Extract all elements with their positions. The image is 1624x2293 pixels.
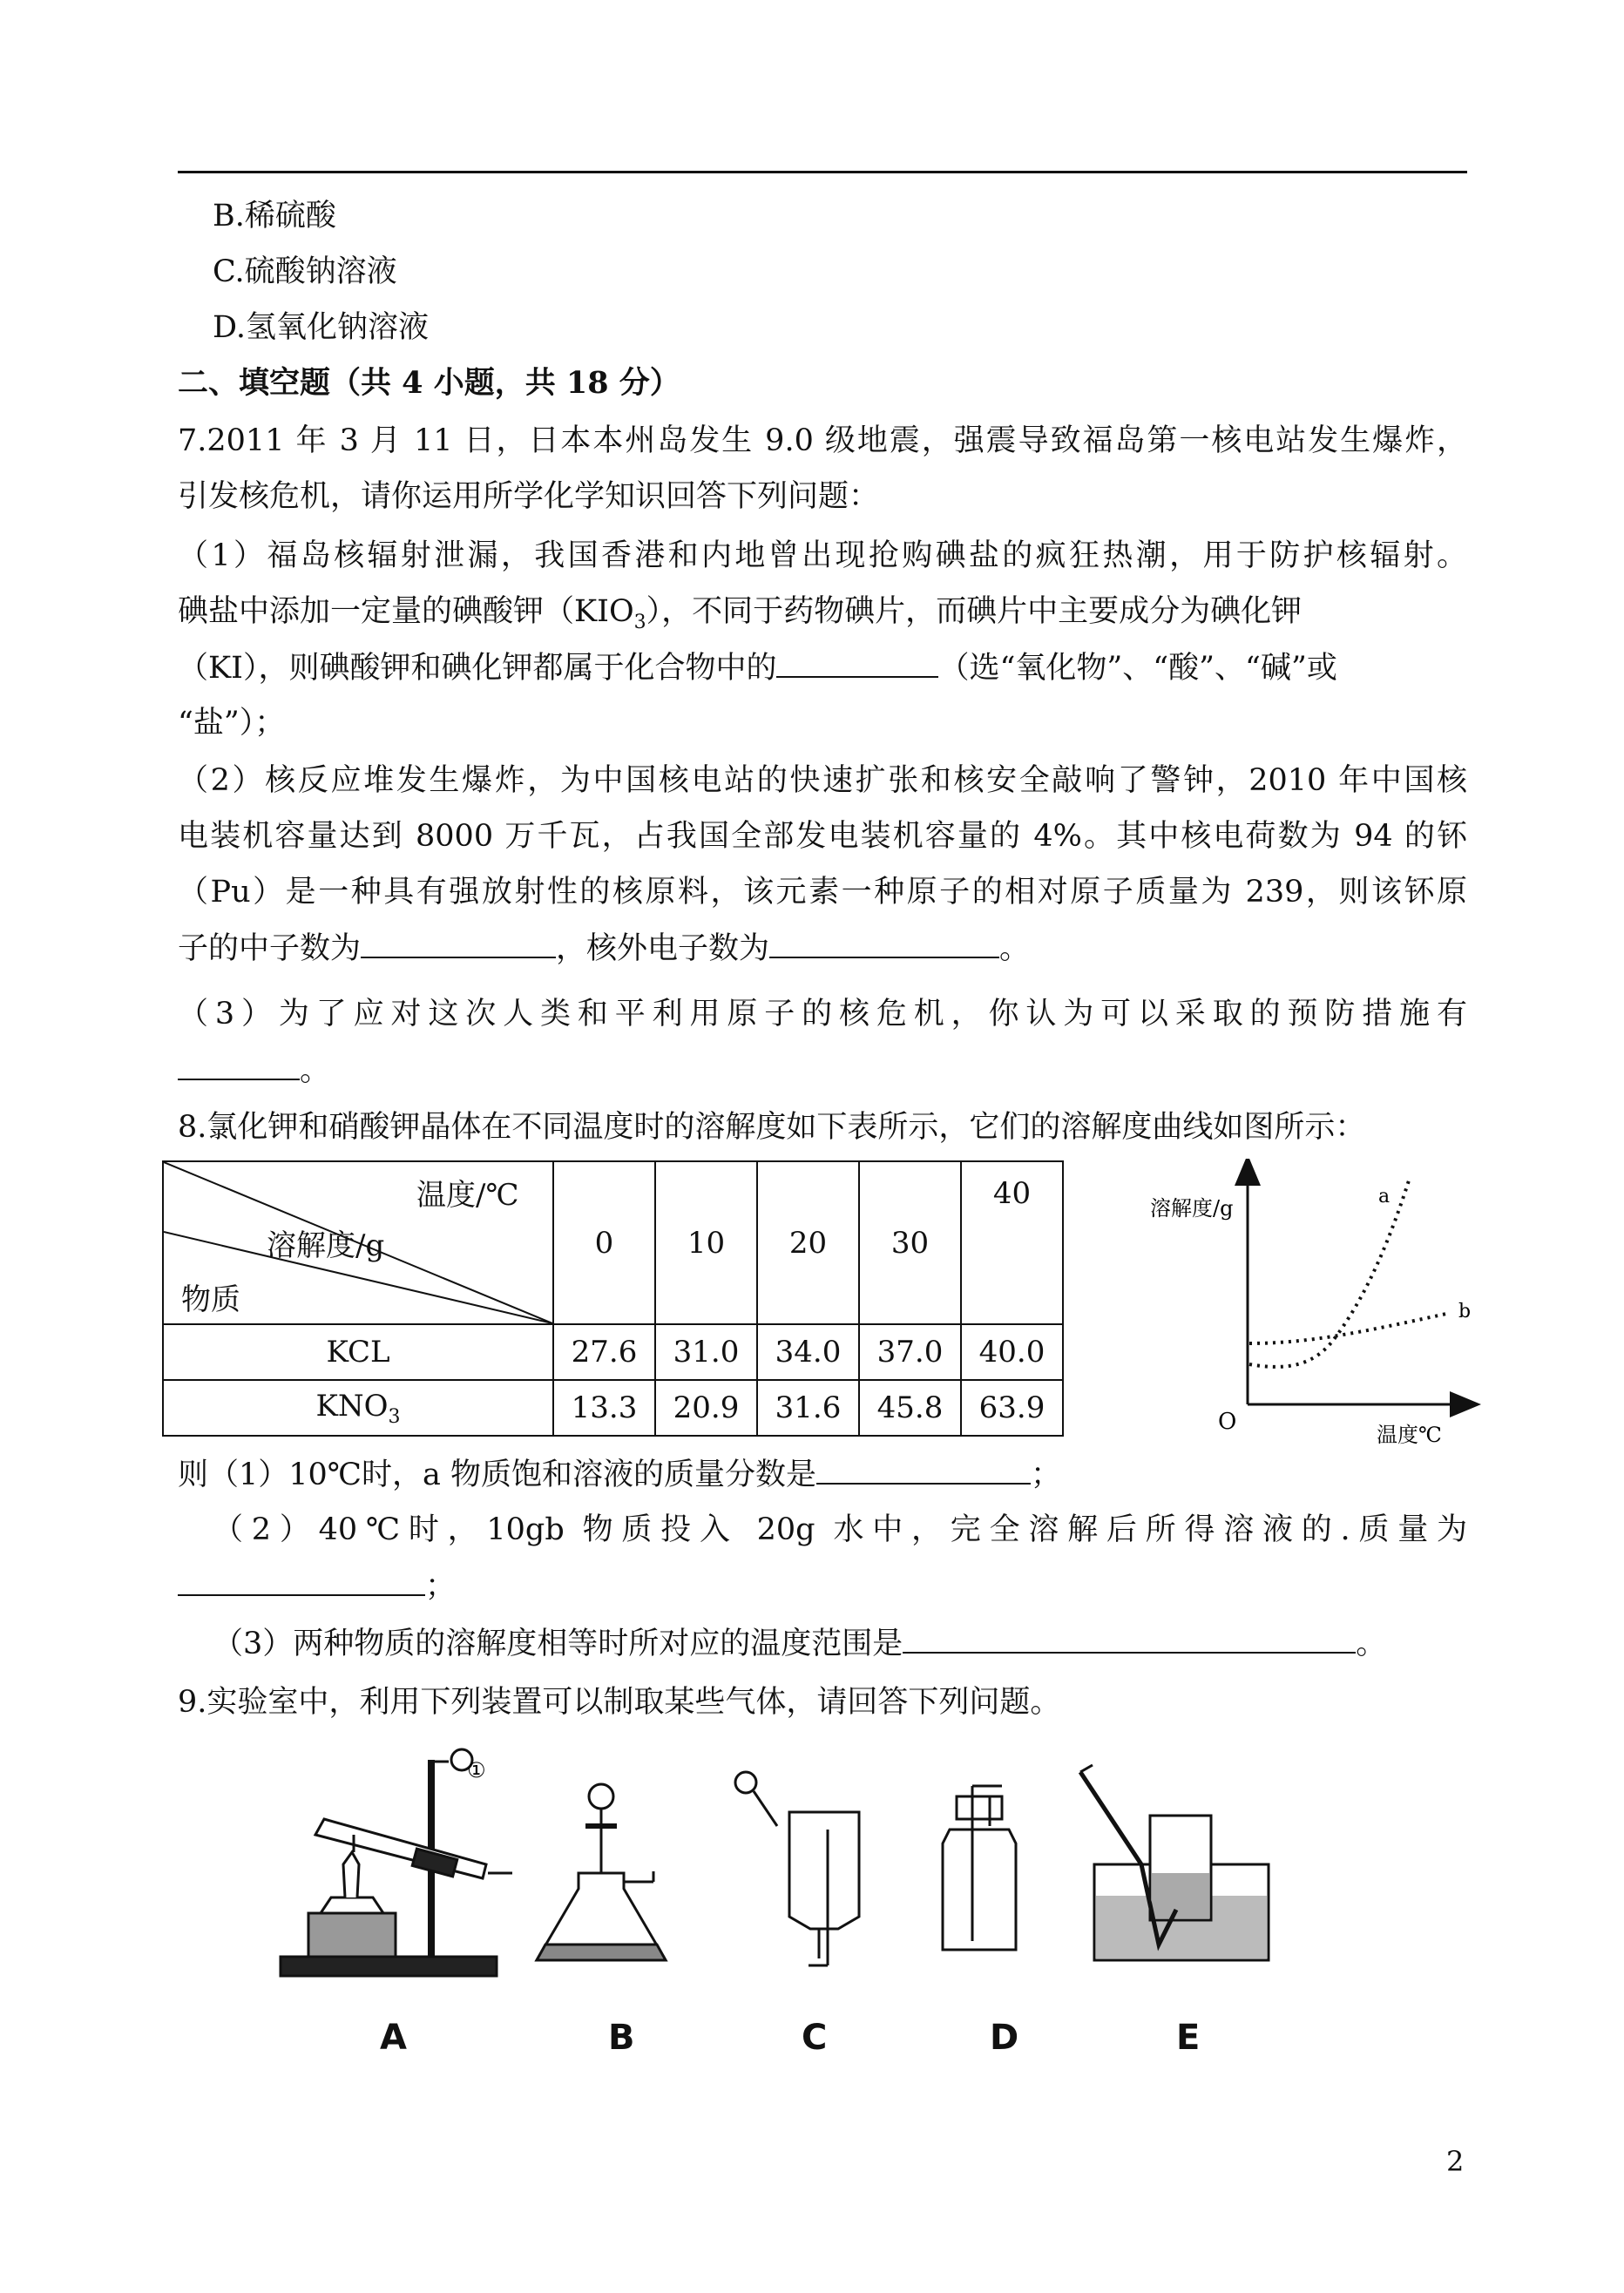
- temp-cell: 40: [961, 1161, 1063, 1324]
- apparatus-d: [943, 1786, 1016, 1950]
- answer-blank-2[interactable]: [361, 927, 556, 958]
- answer-blank-6[interactable]: [178, 1565, 425, 1596]
- q9-intro: 9.实验室中，利用下列装置可以制取某些气体，请回答下列问题。: [178, 1685, 1061, 1720]
- graph-origin: O: [1218, 1409, 1237, 1435]
- table-cell: 45.8: [859, 1380, 961, 1436]
- apparatus-figure: [270, 1742, 1472, 2065]
- table-cell: 31.0: [655, 1324, 757, 1380]
- graph-xlabel: 温度℃: [1377, 1423, 1442, 1446]
- table-cell: 34.0: [757, 1324, 859, 1380]
- q7-p3-line1: （3）为了应对这次人类和平利用原子的核危机，你认为可以采取的预防措施有: [178, 997, 1467, 1032]
- solubility-curve-graph: [1133, 1159, 1499, 1446]
- apparatus-b: [537, 1784, 666, 1960]
- table-cell: 31.6: [757, 1380, 859, 1436]
- answer-blank-4[interactable]: [178, 1049, 300, 1080]
- answer-blank-5[interactable]: [816, 1453, 1031, 1485]
- table-diagonal-header: [163, 1161, 553, 1324]
- row-name-kno3: $KNO_3$: [163, 1380, 553, 1436]
- solubility-table: [162, 1160, 1064, 1437]
- label-d: D: [990, 2018, 1019, 2058]
- table-cell: 20.9: [655, 1380, 757, 1436]
- marker-1: ①: [467, 1758, 486, 1782]
- q7-p2-line3: （Pu）是一种具有强放射性的核原料，该元素一种原子的相对原子质量为 239，则该钚原: [178, 875, 1467, 910]
- q7-p2-line4: 子的中子数为 ，核外电子数为 。: [178, 927, 1030, 970]
- q7-p1-line1: （1）福岛核辐射泄漏，我国香港和内地曾出现抢购碘盐的疯狂热潮，用于防护核辐射。: [178, 538, 1467, 573]
- temp-cell: 10: [655, 1161, 757, 1324]
- q7-p3-line2: 。: [178, 1049, 330, 1092]
- label-e: E: [1176, 2018, 1201, 2058]
- q8-s3: （3）两种物质的溶解度相等时所对应的温度范围是 。: [213, 1622, 1386, 1665]
- table-cell: 13.3: [553, 1380, 655, 1436]
- header-temperature: 温度/℃: [416, 1178, 519, 1213]
- option-c: C.硫酸钠溶液: [213, 254, 397, 289]
- graph-ylabel: 溶解度/g: [1150, 1196, 1234, 1221]
- temp-cell: 0: [553, 1161, 655, 1324]
- q7-p1-line4: “盐”）；: [178, 706, 286, 741]
- q7-line1: 7.2011 年 3 月 11 日，日本本州岛发生 9.0 级地震，强震导致福岛第一核电站发生爆炸，: [178, 423, 1467, 458]
- temp-cell: 30: [859, 1161, 961, 1324]
- q8-s2-line2: ；: [178, 1565, 456, 1607]
- curve-a-label: a: [1378, 1186, 1391, 1207]
- header-substance: 物质: [181, 1282, 240, 1317]
- option-d: D.氢氧化钠溶液: [213, 310, 429, 345]
- answer-blank-7[interactable]: [903, 1622, 1356, 1654]
- row-name-kcl: KCL: [163, 1324, 553, 1380]
- temp-cell: 20: [757, 1161, 859, 1324]
- label-c: C: [802, 2018, 828, 2058]
- apparatus-c: [735, 1772, 859, 1965]
- table-cell: 27.6: [553, 1324, 655, 1380]
- page-number: 2: [1446, 2145, 1465, 2178]
- answer-blank-3[interactable]: [769, 927, 999, 958]
- q8-s1: 则（1）10℃时，a 物质饱和溶液的质量分数是 ；: [178, 1453, 1061, 1496]
- header-rule: [178, 171, 1467, 173]
- q7-p1-line2: 碘盐中添加一定量的碘酸钾$(KIO_3)$，不同于药物碘片，而碘片中主要成分为碘化钾: [178, 594, 1303, 633]
- q7-line2: 引发核危机，请你运用所学化学知识回答下列问题：: [178, 479, 880, 514]
- table-cell: 63.9: [961, 1380, 1063, 1436]
- q8-s2-line1: （2）40℃时，10gb 物质投入 20g 水中，完全溶解后所得溶液的.质量为: [213, 1512, 1467, 1547]
- answer-blank-1[interactable]: [776, 646, 938, 678]
- q8-intro: 8.氯化钾和硝酸钾晶体在不同温度时的溶解度如下表所示，它们的溶解度曲线如图所示：: [178, 1110, 1366, 1145]
- label-b: B: [608, 2018, 635, 2058]
- header-solubility: 溶解度/g: [267, 1228, 385, 1263]
- q7-p2-line1: （2）核反应堆发生爆炸，为中国核电站的快速扩张和核安全敲响了警钟，2010 年中国核: [178, 763, 1467, 798]
- table-cell: 37.0: [859, 1324, 961, 1380]
- q7-p1-line3: （KI），则碘酸钾和碘化钾都属于化合物中的 （选“氧化物”、“酸”、“碱”或: [178, 646, 1337, 689]
- option-b: B.稀硫酸: [213, 199, 336, 233]
- curve-b-label: b: [1458, 1301, 1472, 1322]
- table-cell: 40.0: [961, 1324, 1063, 1380]
- apparatus-a: [281, 1749, 512, 1976]
- label-a: A: [380, 2018, 407, 2058]
- q7-p2-line2: 电装机容量达到 8000 万千瓦，占我国全部发电装机容量的 4%。其中核电荷数为 94 的钚: [178, 819, 1467, 854]
- section-title: 二、填空题（共 4 小题，共 18 分）: [178, 365, 680, 401]
- apparatus-e: [1080, 1765, 1269, 1960]
